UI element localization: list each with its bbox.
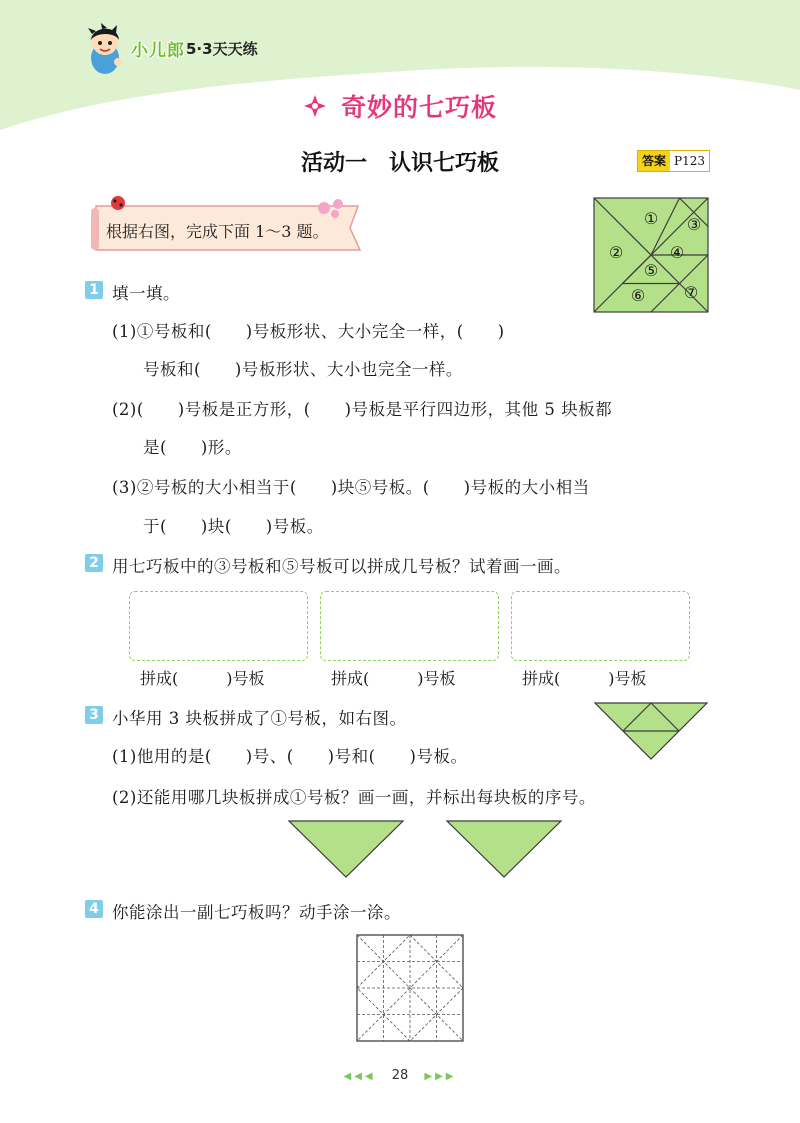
drawing-box[interactable] [320, 591, 499, 661]
composite-triangle-figure [594, 702, 708, 760]
q3-line: (2)还能用哪几块板拼成①号板？画一画，并标出每块板的序号。 [112, 788, 596, 807]
tangram-label-5: ⑤ [643, 261, 659, 280]
left-arrows-icon: ◀◀◀ [343, 1071, 376, 1082]
question-4-title: 你能涂出一副七巧板吗？动手涂一涂。 [112, 903, 401, 922]
tangram-label-1: ① [643, 209, 659, 228]
flower-icon [303, 94, 327, 118]
answer-page: P123 [670, 151, 709, 171]
question-number-4: 4 [85, 900, 103, 918]
answer-label: 答案 [638, 151, 670, 171]
right-arrows-icon: ▶▶▶ [424, 1071, 457, 1082]
tangram-label-7: ⑦ [683, 283, 699, 302]
tangram-label-6: ⑥ [630, 286, 646, 305]
tangram-label-4: ④ [669, 243, 685, 262]
page-title: 奇妙的七巧板 [340, 93, 497, 122]
q1-line: (3)②号板的大小相当于( )块⑤号板。( )号板的大小相当 [112, 478, 590, 497]
question-3-title: 小华用 3 块板拼成了①号板，如右图。 [112, 709, 407, 728]
question-1-title: 填一填。 [112, 284, 180, 303]
q1-line: 于( )块( )号板。 [143, 517, 324, 536]
coloring-grid[interactable] [356, 934, 464, 1042]
title-row [0, 88, 800, 128]
q1-line: (2)( )号板是正方形，( )号板是平行四边形，其他 5 块板都 [112, 400, 613, 419]
blank-triangle[interactable] [446, 820, 562, 878]
tangram-label-3: ③ [686, 215, 702, 234]
q1-line: (1)①号板和( )号板形状、大小完全一样，( ) [112, 322, 505, 341]
question-number-1: 1 [85, 281, 103, 299]
activity-subtitle: 活动一 认识七巧板 [300, 151, 499, 176]
tangram-label-2: ② [608, 243, 624, 262]
drawing-box[interactable] [511, 591, 690, 661]
brand-name: 小儿郎 [131, 41, 185, 61]
q1-line: 号板和( )号板形状、大小也完全一样。 [143, 360, 463, 379]
drawing-box[interactable] [129, 591, 308, 661]
drawing-caption: 拼成( )号板 [522, 669, 647, 688]
drawing-caption: 拼成( )号板 [140, 669, 265, 688]
page-number-row [0, 1068, 800, 1083]
drawing-caption: 拼成( )号板 [331, 669, 456, 688]
banner-instruction: 根据右图，完成下面 1～3 题。 [106, 222, 329, 241]
tangram-figure [592, 196, 710, 314]
page-number: 28 [391, 1068, 409, 1083]
answer-reference [637, 150, 710, 172]
mascot-icon [82, 22, 128, 76]
q1-line: 是( )形。 [143, 438, 242, 457]
question-number-3: 3 [85, 706, 103, 724]
brand-series: 5·3天天练 [186, 40, 258, 58]
blank-triangle[interactable] [288, 820, 404, 878]
question-2-title: 用七巧板中的③号板和⑤号板可以拼成几号板？试着画一画。 [112, 557, 571, 576]
question-number-2: 2 [85, 554, 103, 572]
q3-line: (1)他用的是( )号、( )号和( )号板。 [112, 747, 468, 766]
